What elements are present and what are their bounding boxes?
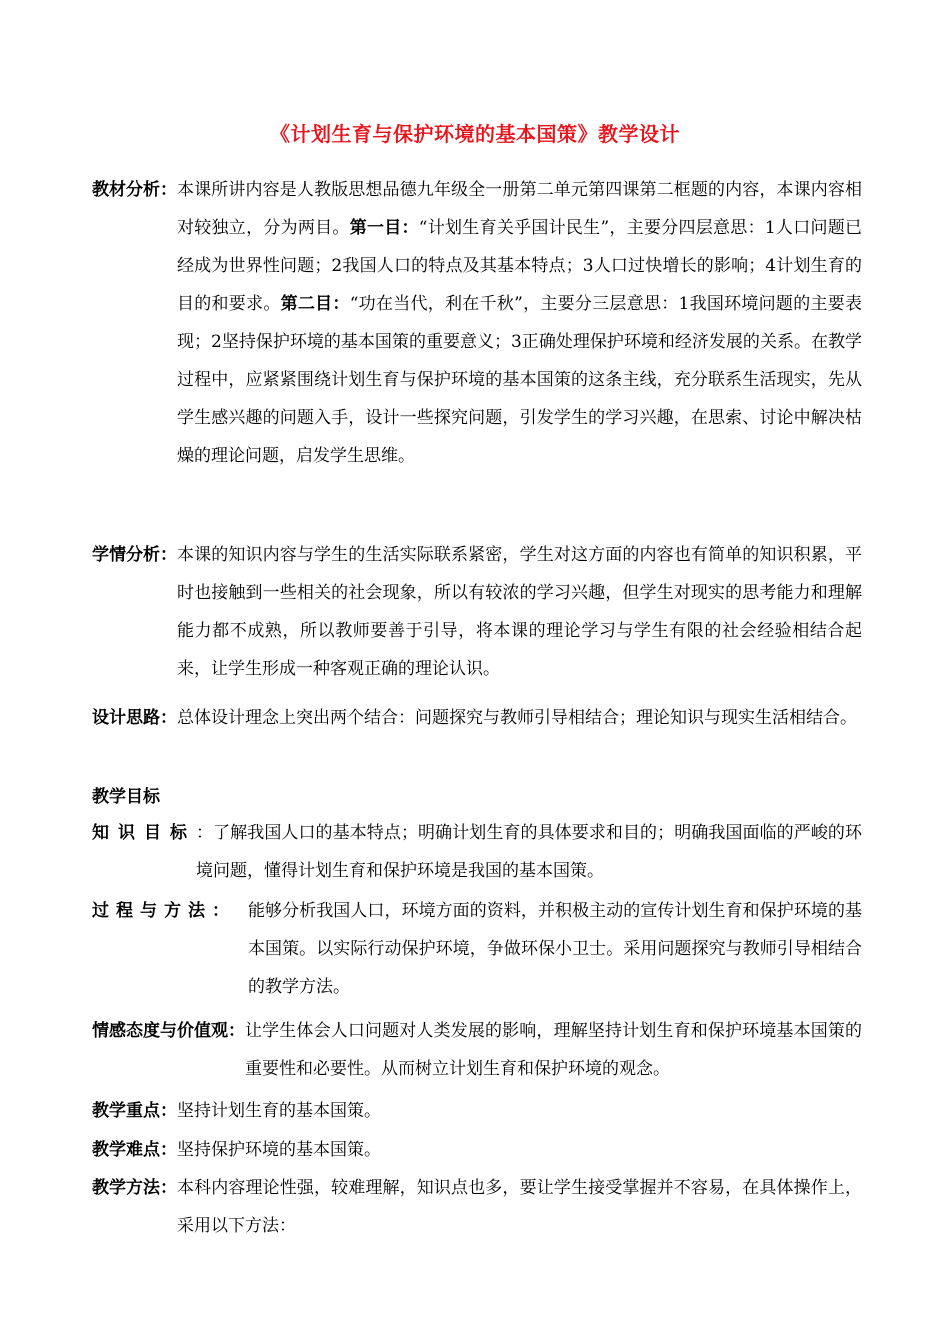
section-teaching-difficulty xyxy=(92,1131,862,1169)
knowledge-goal-text: ：了解我国人口的基本特点；明确计划生育的具体要求和目的；明确我国面临的严峻的环境问题，懂得计划生育和保护环境是我国的基本国策。 xyxy=(196,823,862,881)
textbook-analysis-text-3: “功在当代，利在千秋”，主要分三层意思：1我国环境问题的主要表现；2坚持保护环境的基本国策的重要意义；3正确处理保护环境和经济发展的关系。在教学过程中，应紧紧围绕计划生育与保护环境的基本国策的这条主线，充分联系生活现实，先从学生感兴趣的问题入手，设计一些探究问题，引发学生的学习兴趣，在思索、讨论中解决枯燥的理论问题，启发学生思维。 xyxy=(177,294,863,466)
label-teaching-method: 教学方法： xyxy=(92,1178,177,1198)
label-teaching-difficulty: 教学难点： xyxy=(92,1140,177,1160)
teaching-goals-heading: 教学目标 xyxy=(92,787,160,807)
label-emotion-values: 情感态度与价值观： xyxy=(92,1021,245,1041)
section-process-method xyxy=(92,892,862,1006)
emotion-values-text: 让学生体会人口问题对人类发展的影响，理解坚持计划生育和保护环境基本国策的重要性和必要性。从而树立计划生育和保护环境的观念。 xyxy=(245,1021,862,1079)
label-knowledge-goal: 知识目标 xyxy=(92,823,196,843)
student-analysis-text: 本课的知识内容与学生的生活实际联系紧密，学生对这方面的内容也有简单的知识积累，平时也接触到一些相关的社会现象，所以有较浓的学习兴趣，但学生对现实的思考能力和理解能力都不成熟，所以教师要善于引导，将本课的理论学习与学生有限的社会经验相结合起来，让学生形成一种客观正确的理论认识。 xyxy=(177,545,862,679)
process-method-text: 能够分析我国人口，环境方面的资料，并积极主动的宣传计划生育和保护环境的基本国策。以实际行动保护环境，争做环保小卫士。采用问题探究与教师引导相结合的教学方法。 xyxy=(248,901,862,997)
section-textbook-analysis xyxy=(92,171,862,475)
teaching-difficulty-text: 坚持保护环境的基本国策。 xyxy=(177,1140,381,1160)
design-idea-text: 总体设计理念上突出两个结合：问题探究与教师引导相结合；理论知识与现实生活相结合。 xyxy=(177,708,857,728)
textbook-analysis-text-2: “计划生育关乎国计民生”，主要分四层意思：1人口问题已经成为世界性问题；2我国人口的特点及其基本特点；3人口过快增长的影响；4计划生育的目的和要求。 xyxy=(177,218,863,314)
label-textbook-analysis: 教材分析： xyxy=(92,180,177,200)
textbook-analysis-text-1: 本课所讲内容是人教版思想品德九年级全一册第二单元第四课第二框题的内容，本课内容相对较独立，分为两目。 xyxy=(177,180,862,238)
teaching-method-text: 本科内容理论性强，较难理解，知识点也多，要让学生接受掌握并不容易，在具体操作上，采用以下方法： xyxy=(177,1178,862,1236)
section-knowledge-goal xyxy=(92,814,862,890)
section-student-analysis xyxy=(92,536,862,688)
section-teaching-goals-heading xyxy=(92,778,862,816)
first-item-label: 第一目： xyxy=(349,218,419,238)
teaching-focus-text: 坚持计划生育的基本国策。 xyxy=(177,1101,381,1121)
label-design-idea: 设计思路： xyxy=(92,708,177,728)
section-teaching-focus xyxy=(92,1092,862,1130)
section-teaching-method xyxy=(92,1169,862,1245)
label-student-analysis: 学情分析： xyxy=(92,545,177,565)
label-process-method: 过程与方法： xyxy=(92,901,236,921)
document-title: 《计划生育与保护环境的基本国策》教学设计 xyxy=(270,122,680,146)
second-item-label: 第二目： xyxy=(280,294,350,314)
label-teaching-focus: 教学重点： xyxy=(92,1101,177,1121)
section-design-idea xyxy=(92,699,862,737)
section-emotion-values xyxy=(92,1012,862,1088)
textbook-analysis-body xyxy=(177,171,862,475)
